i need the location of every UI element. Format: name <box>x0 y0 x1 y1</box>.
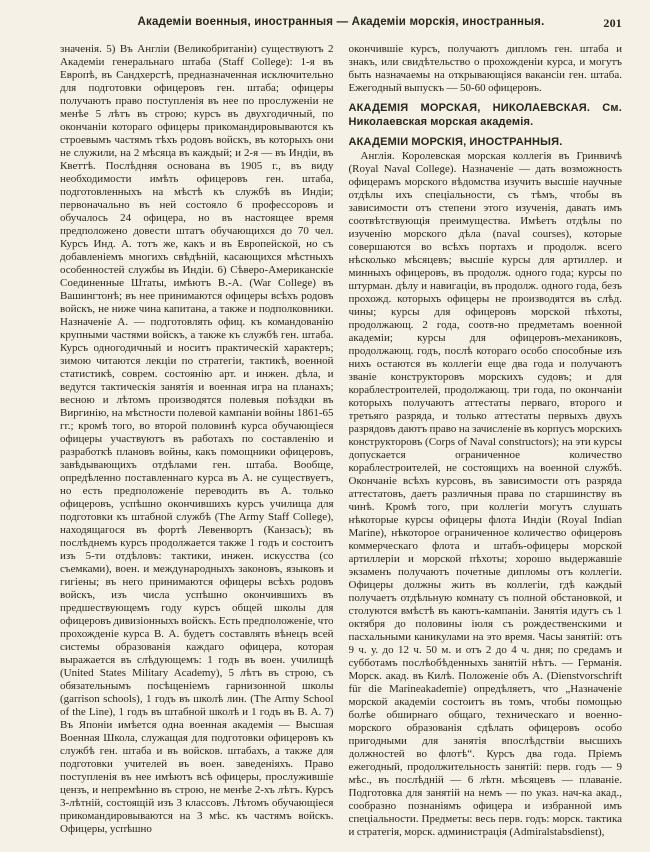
entry-heading-akademiya-morskaya-nikolaevskaya: АКАДЕМІЯ МОРСКАЯ, НИКОЛАЕВСКАЯ. См. Николаевская морская академія. <box>348 102 622 128</box>
right-column <box>349 43 623 847</box>
continuation-text: окончившіе курсъ, получаютъ дипломъ ген. штаба и знакъ, или свидѣтельство о прохожденіи курса, и могутъ быть назначаемы на открывающіяся вакансіи ген. штаба. Ежегодный выпускъ — 50-60 офицеровъ. <box>348 43 622 94</box>
left-column-text: значенія. 5) Въ Англіи (Великобританіи) существуютъ 2 Академіи генеральнаго штаба (Staff College): 1-я въ Европѣ, въ Сандхерстѣ, предназначенная исключительно для подготовки офицеровъ ген. штаба; офицеры получаютъ право поступленія въ нее по прослуженіи не менѣе 5 лѣтъ въ строю; курсъ въ двухгодичный, по окончаніи котораго офицеры прикомандировываются къ строевымъ частямъ тѣхъ родовъ войскъ, въ которыхъ они не служили, на 2 мѣсяца въ каждый; и 2-я — въ Индіи, въ Кветтѣ. Послѣдняя основана въ 1905 г., въ виду необходимости имѣть офицеровъ ген. штаба, подготовленныхъ на мѣстѣ къ службѣ въ Индіи; первоначально въ ней состояло 6 профессоровъ и обучалось 24 офицера, но въ настоящее время предположено довести штатъ обучающихся до 70 чел. Курсъ Инд. А. тотъ же, какъ и въ Европейской, но съ добавленіемъ многихъ свѣдѣній, касающихся мѣстныхъ особенностей службы въ Индіи. 6) Сѣверо-Американскіе Соединенные Штаты, имѣютъ В.-А. (War College) въ Вашингтонѣ; въ нее принимаются офицеры всѣхъ родовъ войскъ, не ниже чина капитана, а также и подполковники. Назначеніе А. — подготовлять офиц. къ командованію крупными частями войскъ, а также къ службѣ ген. штаба. Курсъ одногодичный и носитъ практическій характеръ; зимою читаются лекціи по стратегіи, тактикѣ, военной статистикѣ, соврем. состоянію арт. и инжен. дѣла, и ведутся тактическія занятія и военная игра на планахъ; весною и лѣтомъ производятся полевыя поѣздки въ Виргинію, на мѣстности полевой кампаніи войны 1861-65 гг.; кромѣ того, во второй половинѣ курса обучающіеся офицеры участвуютъ въ работахъ по составленію и разработкѣ плановъ войны, какъ помощники офицеровъ, завѣдывающихъ отдѣлами ген. штаба. Вообще, опредѣленно поставленнаго курса въ А. не существуетъ, но есть предположеніе переводить въ А. только офицеровъ, успѣшно окончившихъ курсъ училища для подготовки къ штабной службѣ (The Army Staff College), находящагося въ фортѣ Левенвортъ (Канзасъ); въ послѣднемъ курсъ продолжается также 1 годъ и состоитъ изъ 5-ти отдѣловъ: тактики, инжен. искусства (со съемками), воен. и международныхъ законовъ, языковъ и гигіены; въ него принимаются офицеры всѣхъ родовъ войскъ, изъ числа успѣшно окончившихъ въ предшествующемъ году курсъ общей школы для офицеровъ дивизіонныхъ войскъ. Есть предположеніе, что прохожденіе курса В. А. будетъ составлять вѣнецъ всей системы образованія каждаго офицера, которая выражается въ слѣдующемъ: 1 годъ въ воен. училищѣ (United States Military Academy), 5 лѣтъ въ строю, съ обязательнымъ посѣщеніемъ гарнизонной школы (garrison schools), 1 годъ въ школѣ лин. (The Army School of the Line), 1 годъ въ штабной школѣ и 1 годъ въ В. А. 7) Въ Японіи имѣется одна военная академія — Высшая Военная Школа, служащая для подготовки офицеровъ къ службѣ ген. штаба и въ войсков. штабахъ, а также для подготовки учителей въ воен. заведеніяхъ. Право поступленія въ нее имѣютъ всѣ офицеры, прослужившіе цензъ, и непремѣнно въ строю, не менѣе 2-хъ лѣтъ. Курсъ 3-лѣтній, состоящій изъ 3 классовъ. Лѣтомъ обучающіеся прикомандировываются на 3 мѣс. къ частямъ войскъ. Офицеры, успѣшно <box>60 43 334 835</box>
running-title: Академіи военныя, иностранныя — Академіи морскія, иностранныя. <box>137 16 545 28</box>
text-columns <box>60 43 622 847</box>
left-column <box>60 43 334 847</box>
page-header <box>60 16 622 32</box>
page-number: 201 <box>603 16 622 30</box>
entry-body-akademii-morskiya-inostrannyya: Англія. Королевская морская коллегія въ Гринвичѣ (Royal Naval College). Назначеніе — дать возможность офицерамъ морского вѣдомства изучить высшіе научные отдѣлы ихъ спеціальности, съ тѣмъ, чтобы въ зависимости отъ степени этого изученія, давать имъ соотвѣтствующія преимущества. Имѣетъ отдѣлы по изученію морского дѣла (naval courses), которые совершаются во всѣхъ портахъ и продолж. всего нѣсколько мѣсяцевъ; высшіе курсы для артиллер. и минныхъ офицеровъ, въ продолж. одного года; курсы по штурман. дѣлу и навигаціи, въ продолж. одного года, безъ прохожд. которыхъ офицеры не производятся въ слѣд. чины; курсы для офицеровъ морской пѣхоты, продолжающ. 2 года, соотв-но предметамъ военной академіи; курсы для офицеровъ-механиковъ, продолжающ. годъ, послѣ котораго особо способные изъ нихъ остаются въ коллегіи еще два года и получаютъ званіе конструкторовъ морскихъ судовъ; и для кораблестроителей, продолжающ. три года, по окончаніи которыхъ получаютъ аттестаты перваго, второго и третьяго разряда, и только аттестаты первыхъ двухъ разрядовъ даютъ право на зачисленіе въ корпусъ морскихъ конструкторовъ (Corps of Naval constructors); на эти курсы допускается ограниченное количество кораблестроителей, не состоящихъ на военной службѣ. Окончаніе всѣхъ курсовъ, въ зависимости отъ разряда аттестатовъ, даетъ различныя права по старшинству въ чинѣ. Кромѣ того, при коллегіи могутъ слушать нѣкоторые курсы офицеры флота Индіи (Royal Indian Marine), нѣкоторое ограниченное количество офицеровъ коммерческаго флота и штабъ-офицеры морской артиллеріи и морской пѣхоты; хорошо выдержавшіе экзаменъ получаютъ почетные дипломы отъ коллегіи. Офицеры должны жить въ коллегіи, гдѣ каждый получаетъ отдѣльную комнату съ полной обстановкой, и столуются вмѣстѣ въ каютъ-кампаніи. Занятія идутъ съ 1 октября до половины іюля съ рождественскими и пасхальными каникулами на это время. Часы занятій: отъ 9 ч. у. до 12 ч. 50 м. и отъ 2 до 4 ч. дня; по средамъ и субботамъ послѣобѣденныхъ занятій нѣтъ. — Германія. Морск. акад. въ Килѣ. Положеніе объ А. (Dienstvorschrift für die Marineakademie) опредѣляетъ, что „Назначеніе морской академіи состоитъ въ томъ, чтобы помощью болѣе обширнаго общаго, техническаго и военно-морского образованія сдѣлать офицеровъ особо пригодными для занятія впослѣдствіи высшихъ должностей во флотѣ“. Курсъ два года. Пріемъ ежегодный, продолжительность занятій: перв. годъ — 9 мѣс., въ послѣдній — 6 лѣтн. мѣсяцевъ — плаваніе. Подготовка для занятій на немъ — по указ. нач-ка акад., сообразно познаніямъ офицера и избранной имъ спеціальности. Предметы: весь перв. годъ: морск. тактика и стратегія, морск. администрація (Admiralstabsdienst), <box>348 149 622 838</box>
entry-heading-akademii-morskiya-inostrannyya: АКАДЕМІИ МОРСКІЯ, ИНОСТРАННЫЯ. <box>348 136 563 148</box>
